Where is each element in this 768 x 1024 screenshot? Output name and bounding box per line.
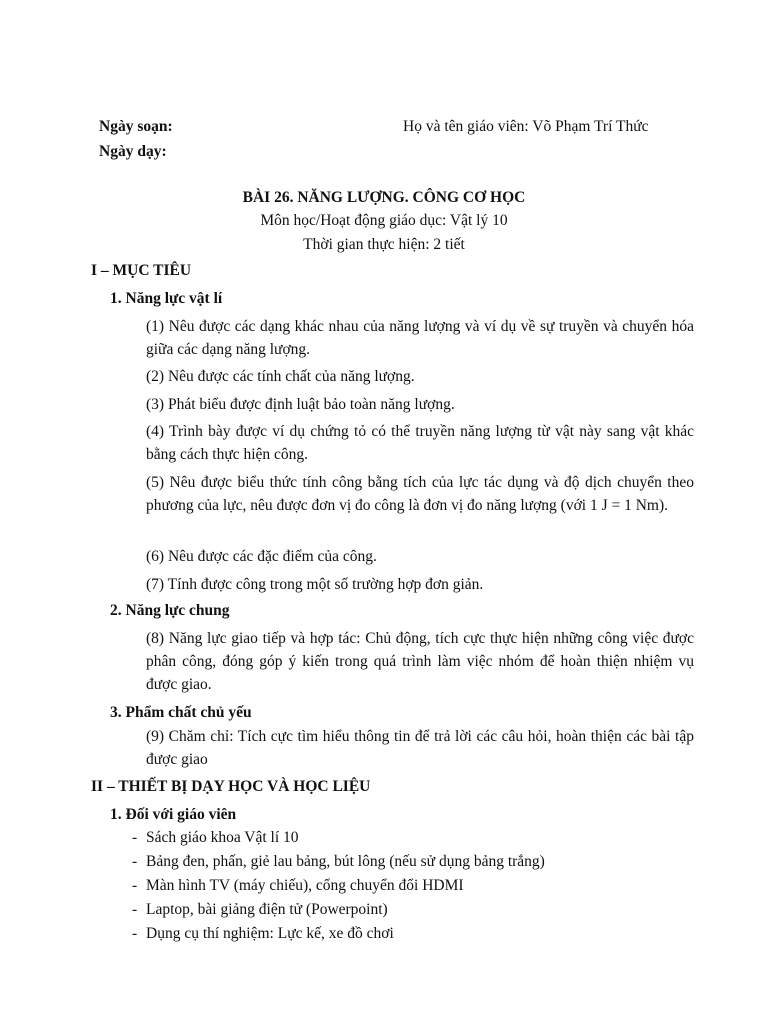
subsection-heading-general-competence: 2. Năng lực chung <box>110 602 230 619</box>
objective-item: (1) Nêu được các dạng khác nhau của năng lượng và ví dụ về sự truyền và chuyển hóa giữa các dạng năng lượng. <box>146 318 694 358</box>
equipment-list-item <box>132 826 299 850</box>
equipment-item-text: Bảng đen, phấn, giẻ lau bảng, bút lông (nếu sử dụng bảng trắng) <box>146 853 545 870</box>
subsection-heading-qualities: 3. Phẩm chất chủ yếu <box>110 704 252 721</box>
objective-item: (7) Tính được công trong một số trường hợp đơn giản. <box>146 576 484 593</box>
dash-bullet: - <box>132 853 138 870</box>
duration-line: Thời gian thực hiện: 2 tiết <box>303 236 465 253</box>
equipment-item-text: Sách giáo khoa Vật lí 10 <box>146 829 299 846</box>
objective-item: (2) Nêu được các tính chất của năng lượng. <box>146 368 415 385</box>
subsection-heading-for-teacher: 1. Đối với giáo viên <box>110 806 237 823</box>
equipment-list-item <box>132 850 545 874</box>
dash-bullet: - <box>132 877 138 894</box>
equipment-list-item <box>132 898 388 922</box>
equipment-list-item <box>132 922 394 946</box>
objective-item: (5) Nêu được biểu thức tính công bằng tích của lực tác dụng và độ dịch chuyển theo phương của lực, nêu được đơn vị đo công là đơn vị đo năng lượng (với 1 J = 1 Nm). <box>146 474 694 514</box>
objective-item: (6) Nêu được các đặc điểm của công. <box>146 548 377 565</box>
dash-bullet: - <box>132 829 138 846</box>
lesson-title: BÀI 26. NĂNG LƯỢNG. CÔNG CƠ HỌC <box>242 189 526 206</box>
equipment-item-text: Màn hình TV (máy chiếu), cổng chuyển đổi HDMI <box>146 877 464 894</box>
teach-date-label: Ngày dạy: <box>99 143 167 160</box>
objective-item: (9) Chăm chỉ: Tích cực tìm hiểu thông tin để trả lời các câu hỏi, hoàn thiện các bài tập được giao <box>146 728 694 768</box>
subject-line: Môn học/Hoạt động giáo dục: Vật lý 10 <box>260 212 508 229</box>
teacher-name: Họ và tên giáo viên: Võ Phạm Trí Thức <box>403 118 649 135</box>
dash-bullet: - <box>132 925 138 942</box>
equipment-item-text: Dụng cụ thí nghiệm: Lực kế, xe đồ chơi <box>146 925 394 942</box>
prep-date-label: Ngày soạn: <box>99 118 173 135</box>
objective-item: (8) Năng lực giao tiếp và hợp tác: Chủ động, tích cực thực hiện những công việc được phân công, đóng góp ý kiến trong quá trình làm việc nhóm để hoàn thiện nhiệm vụ được giao. <box>146 630 694 693</box>
equipment-list-item <box>132 874 464 898</box>
objective-item: (4) Trình bày được ví dụ chứng tỏ có thể truyền năng lượng từ vật này sang vật khác bằng cách thực hiện công. <box>146 423 694 463</box>
subsection-heading-physics-competence: 1. Năng lực vật lí <box>110 290 223 307</box>
equipment-item-text: Laptop, bài giảng điện tử (Powerpoint) <box>146 901 388 918</box>
dash-bullet: - <box>132 901 138 918</box>
section-heading-objectives: I – MỤC TIÊU <box>91 262 192 279</box>
section-heading-equipment: II – THIẾT BỊ DẠY HỌC VÀ HỌC LIỆU <box>91 778 371 795</box>
objective-item: (3) Phát biểu được định luật bảo toàn năng lượng. <box>146 396 455 413</box>
